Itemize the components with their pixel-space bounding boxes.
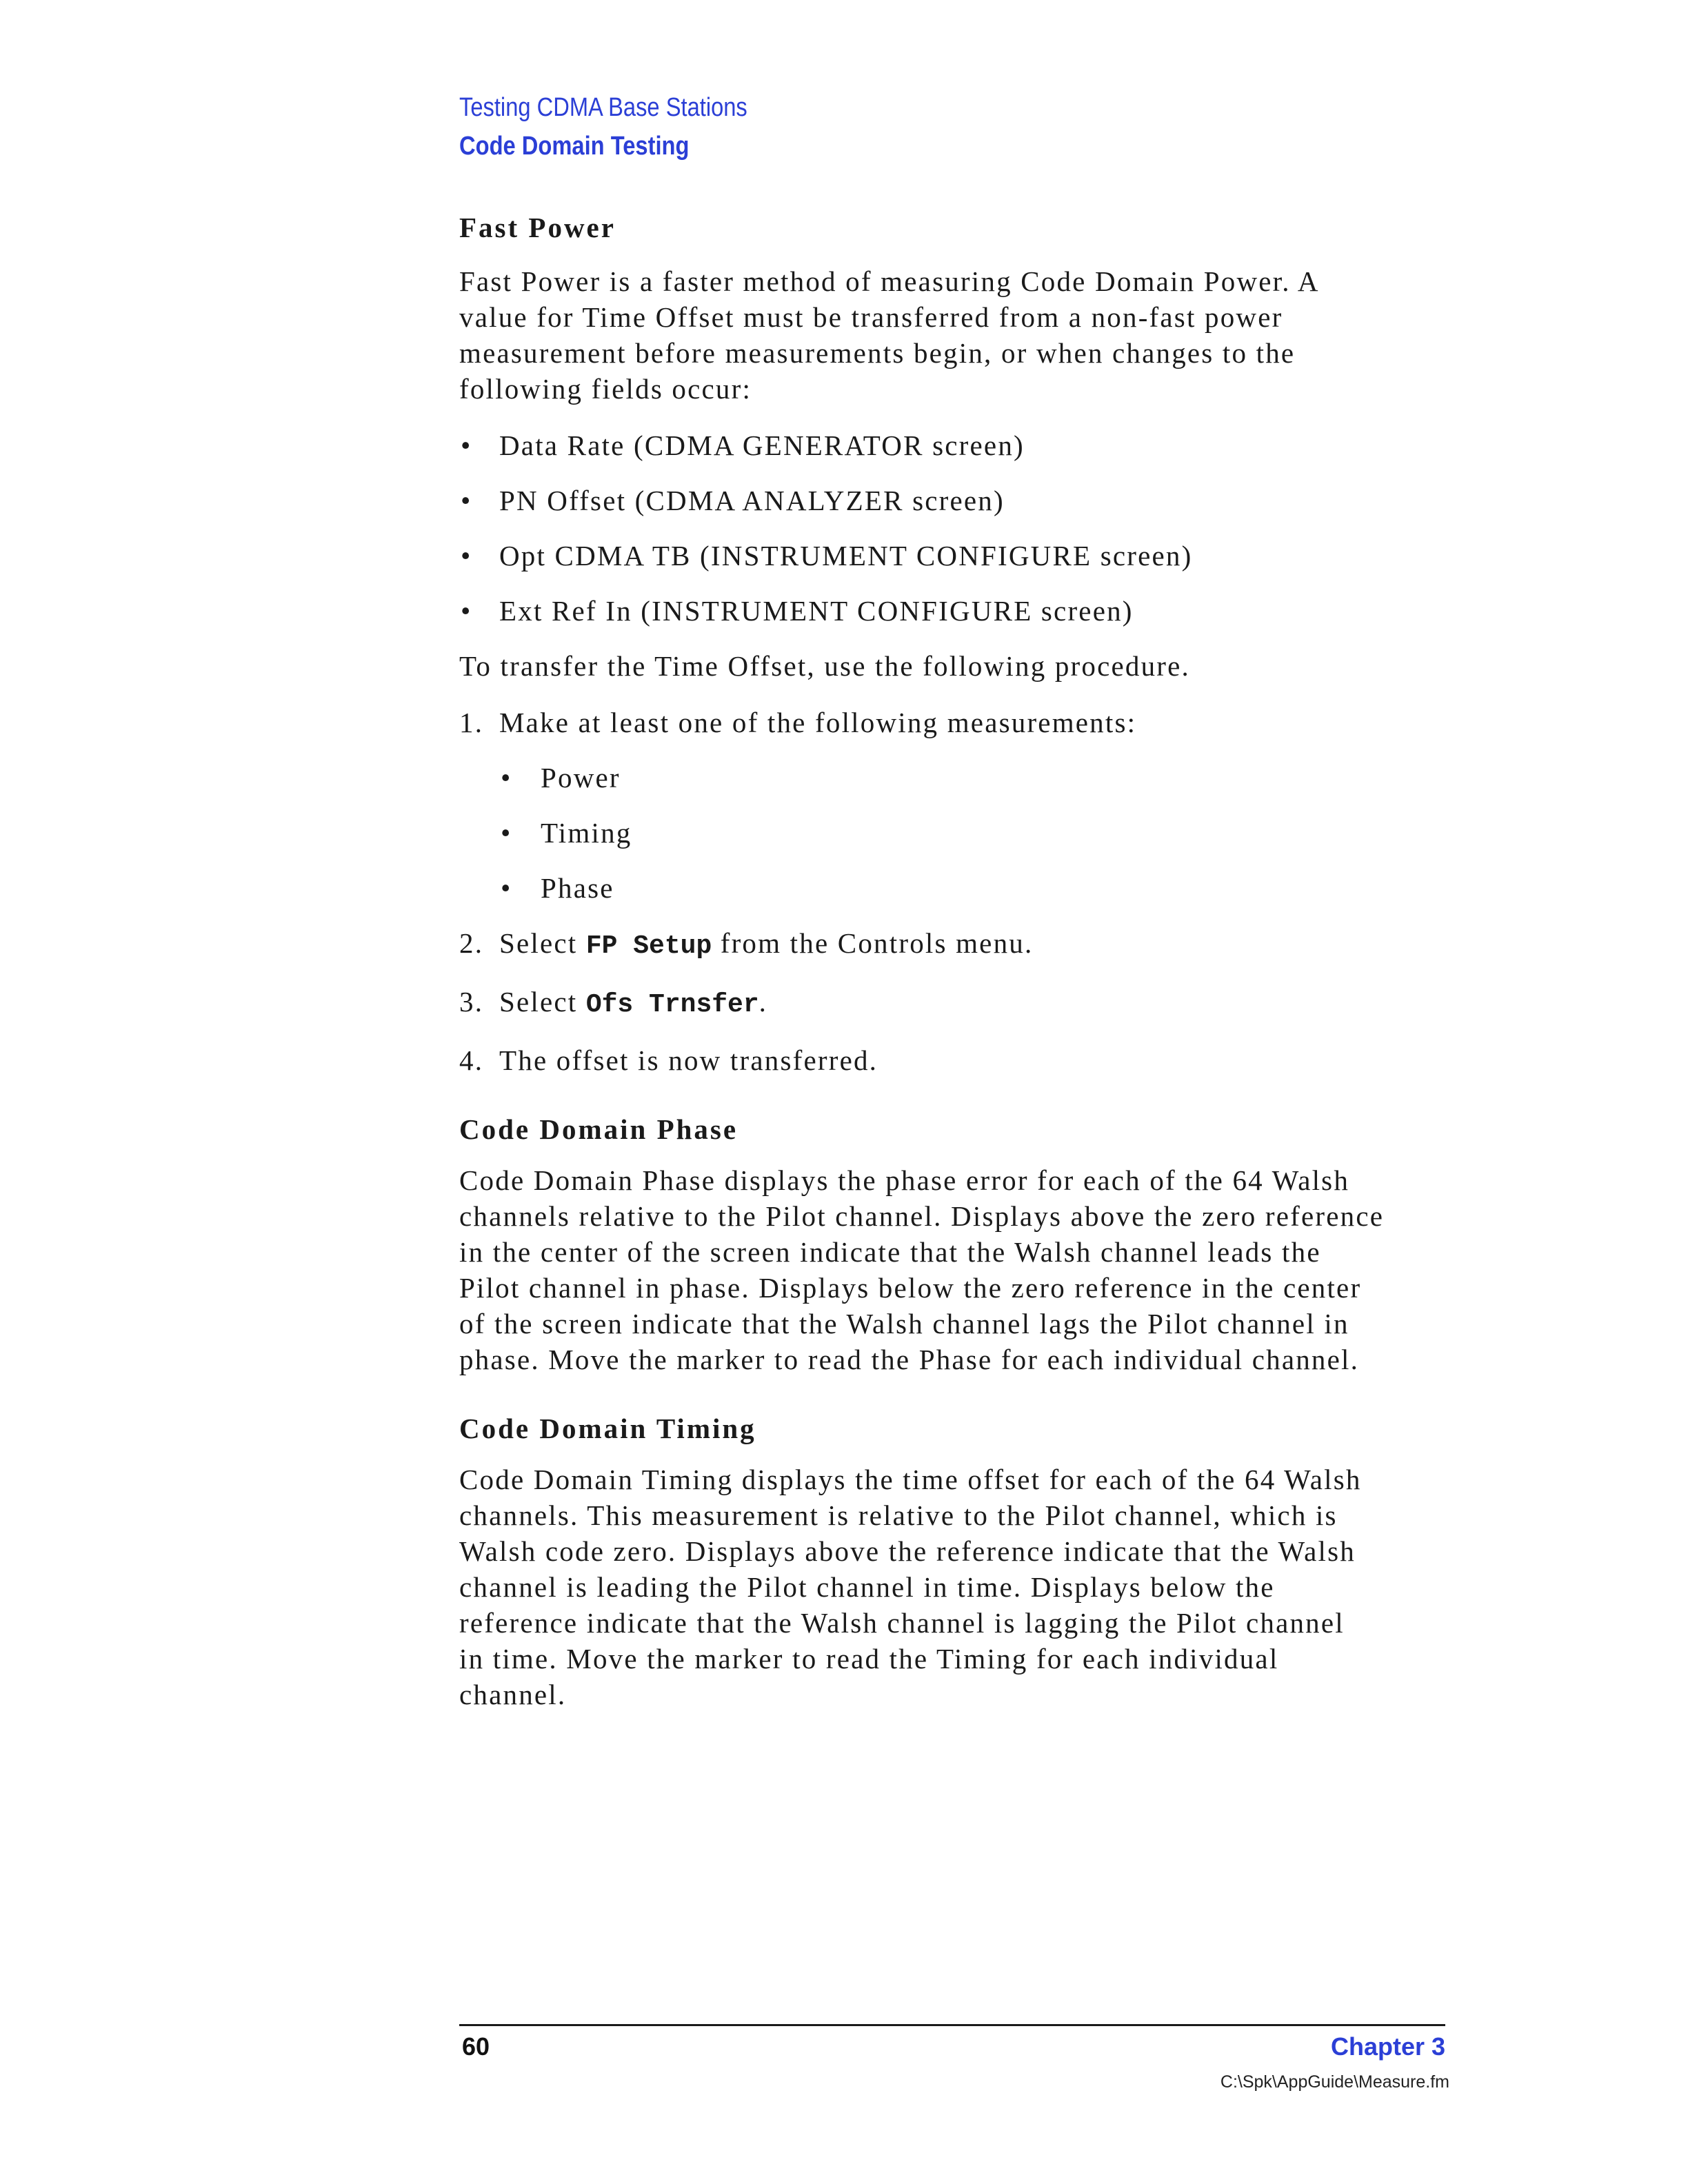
text-line: phase. Move the marker to read the Phase for each individual channel.: [459, 1344, 1360, 1375]
source-file-path: C:\Spk\AppGuide\Measure.fm: [1220, 2072, 1449, 2092]
main-content: [459, 207, 1459, 1712]
text-line: value for Time Offset must be transferred from a non-fast power: [459, 301, 1283, 333]
list-item: [459, 427, 1459, 463]
bullet-icon: •: [461, 595, 472, 627]
text-line: in time. Move the marker to read the Timing for each individual: [459, 1643, 1279, 1675]
text-line: Walsh code zero. Displays above the reference indicate that the Walsh: [459, 1535, 1356, 1567]
text-line: measurement before measurements begin, or when changes to the: [459, 337, 1296, 369]
list-item: [499, 870, 1459, 906]
step-4: [459, 1042, 1459, 1078]
bullet-icon: •: [501, 872, 512, 904]
list-item-text: Ext Ref In (INSTRUMENT CONFIGURE screen): [499, 595, 1134, 627]
text-line: reference indicate that the Walsh channel is lagging the Pilot channel: [459, 1607, 1345, 1639]
softkey-ofs-trnsfer: Ofs Trnsfer: [585, 990, 759, 1020]
list-item: [499, 815, 1459, 851]
text-line: Pilot channel in phase. Displays below the zero reference in the center: [459, 1272, 1362, 1304]
fields-list: [459, 427, 1459, 629]
list-item: [459, 538, 1459, 574]
step-text: The offset is now transferred.: [499, 1044, 878, 1076]
measurements-list: [499, 760, 1459, 906]
running-header: [459, 88, 794, 165]
heading-code-domain-phase: Code Domain Phase: [459, 1113, 738, 1145]
step-3: [459, 984, 1459, 1023]
step-number: 3.: [459, 986, 484, 1018]
text-line: following fields occur:: [459, 373, 752, 405]
list-item-text: PN Offset (CDMA ANALYZER screen): [499, 485, 1005, 516]
step-number: 1.: [459, 707, 484, 738]
bullet-icon: •: [501, 817, 512, 849]
text-line: Code Domain Timing displays the time offset for each of the 64 Walsh: [459, 1464, 1362, 1495]
code-domain-timing-body: [459, 1462, 1459, 1712]
header-section-title: Code Domain Testing: [459, 132, 690, 161]
heading-code-domain-timing: Code Domain Timing: [459, 1413, 756, 1444]
fast-power-intro: [459, 263, 1459, 407]
text-line: Code Domain Phase displays the phase error for each of the 64 Walsh: [459, 1164, 1350, 1196]
bullet-icon: •: [461, 540, 472, 572]
footer-divider: [459, 2024, 1445, 2026]
list-item-text: Timing: [541, 817, 632, 849]
code-domain-phase-body: [459, 1162, 1459, 1377]
list-item: [459, 593, 1459, 629]
softkey-fp-setup: FP Setup: [585, 931, 712, 961]
text-line: channel is leading the Pilot channel in time. Displays below the: [459, 1571, 1275, 1603]
step-number: 2.: [459, 927, 484, 959]
text-line: of the screen indicate that the Walsh channel lags the Pilot channel in: [459, 1308, 1349, 1339]
step-1: [459, 705, 1459, 906]
step-text-pre: Select: [499, 927, 586, 959]
chapter-label: Chapter 3: [1330, 2032, 1445, 2061]
step-text: Make at least one of the following measurements:: [499, 707, 1137, 738]
page-number: 60: [462, 2032, 490, 2061]
header-book-title: Testing CDMA Base Stations: [459, 93, 747, 122]
bullet-icon: •: [461, 429, 472, 461]
transfer-intro: To transfer the Time Offset, use the following procedure.: [459, 650, 1191, 682]
procedure-steps: [459, 705, 1459, 1078]
list-item-text: Opt CDMA TB (INSTRUMENT CONFIGURE screen): [499, 540, 1193, 572]
step-number: 4.: [459, 1044, 484, 1076]
step-2: [459, 925, 1459, 964]
list-item-text: Power: [541, 762, 621, 793]
text-line: in the center of the screen indicate that the Walsh channel leads the: [459, 1236, 1321, 1268]
text-line: channels. This measurement is relative to the Pilot channel, which is: [459, 1499, 1338, 1531]
list-item-text: Phase: [541, 872, 614, 904]
bullet-icon: •: [501, 762, 512, 793]
text-line: channel.: [459, 1679, 567, 1710]
step-text-post: from the Controls menu.: [712, 927, 1034, 959]
text-line: Fast Power is a faster method of measuring Code Domain Power. A: [459, 265, 1320, 297]
heading-fast-power: Fast Power: [459, 212, 616, 243]
text-line: channels relative to the Pilot channel. Displays above the zero reference: [459, 1200, 1385, 1232]
list-item-text: Data Rate (CDMA GENERATOR screen): [499, 429, 1025, 461]
list-item: [459, 483, 1459, 518]
list-item: [499, 760, 1459, 796]
step-text-post: .: [758, 986, 768, 1018]
step-text-pre: Select: [499, 986, 586, 1018]
bullet-icon: •: [461, 485, 472, 516]
